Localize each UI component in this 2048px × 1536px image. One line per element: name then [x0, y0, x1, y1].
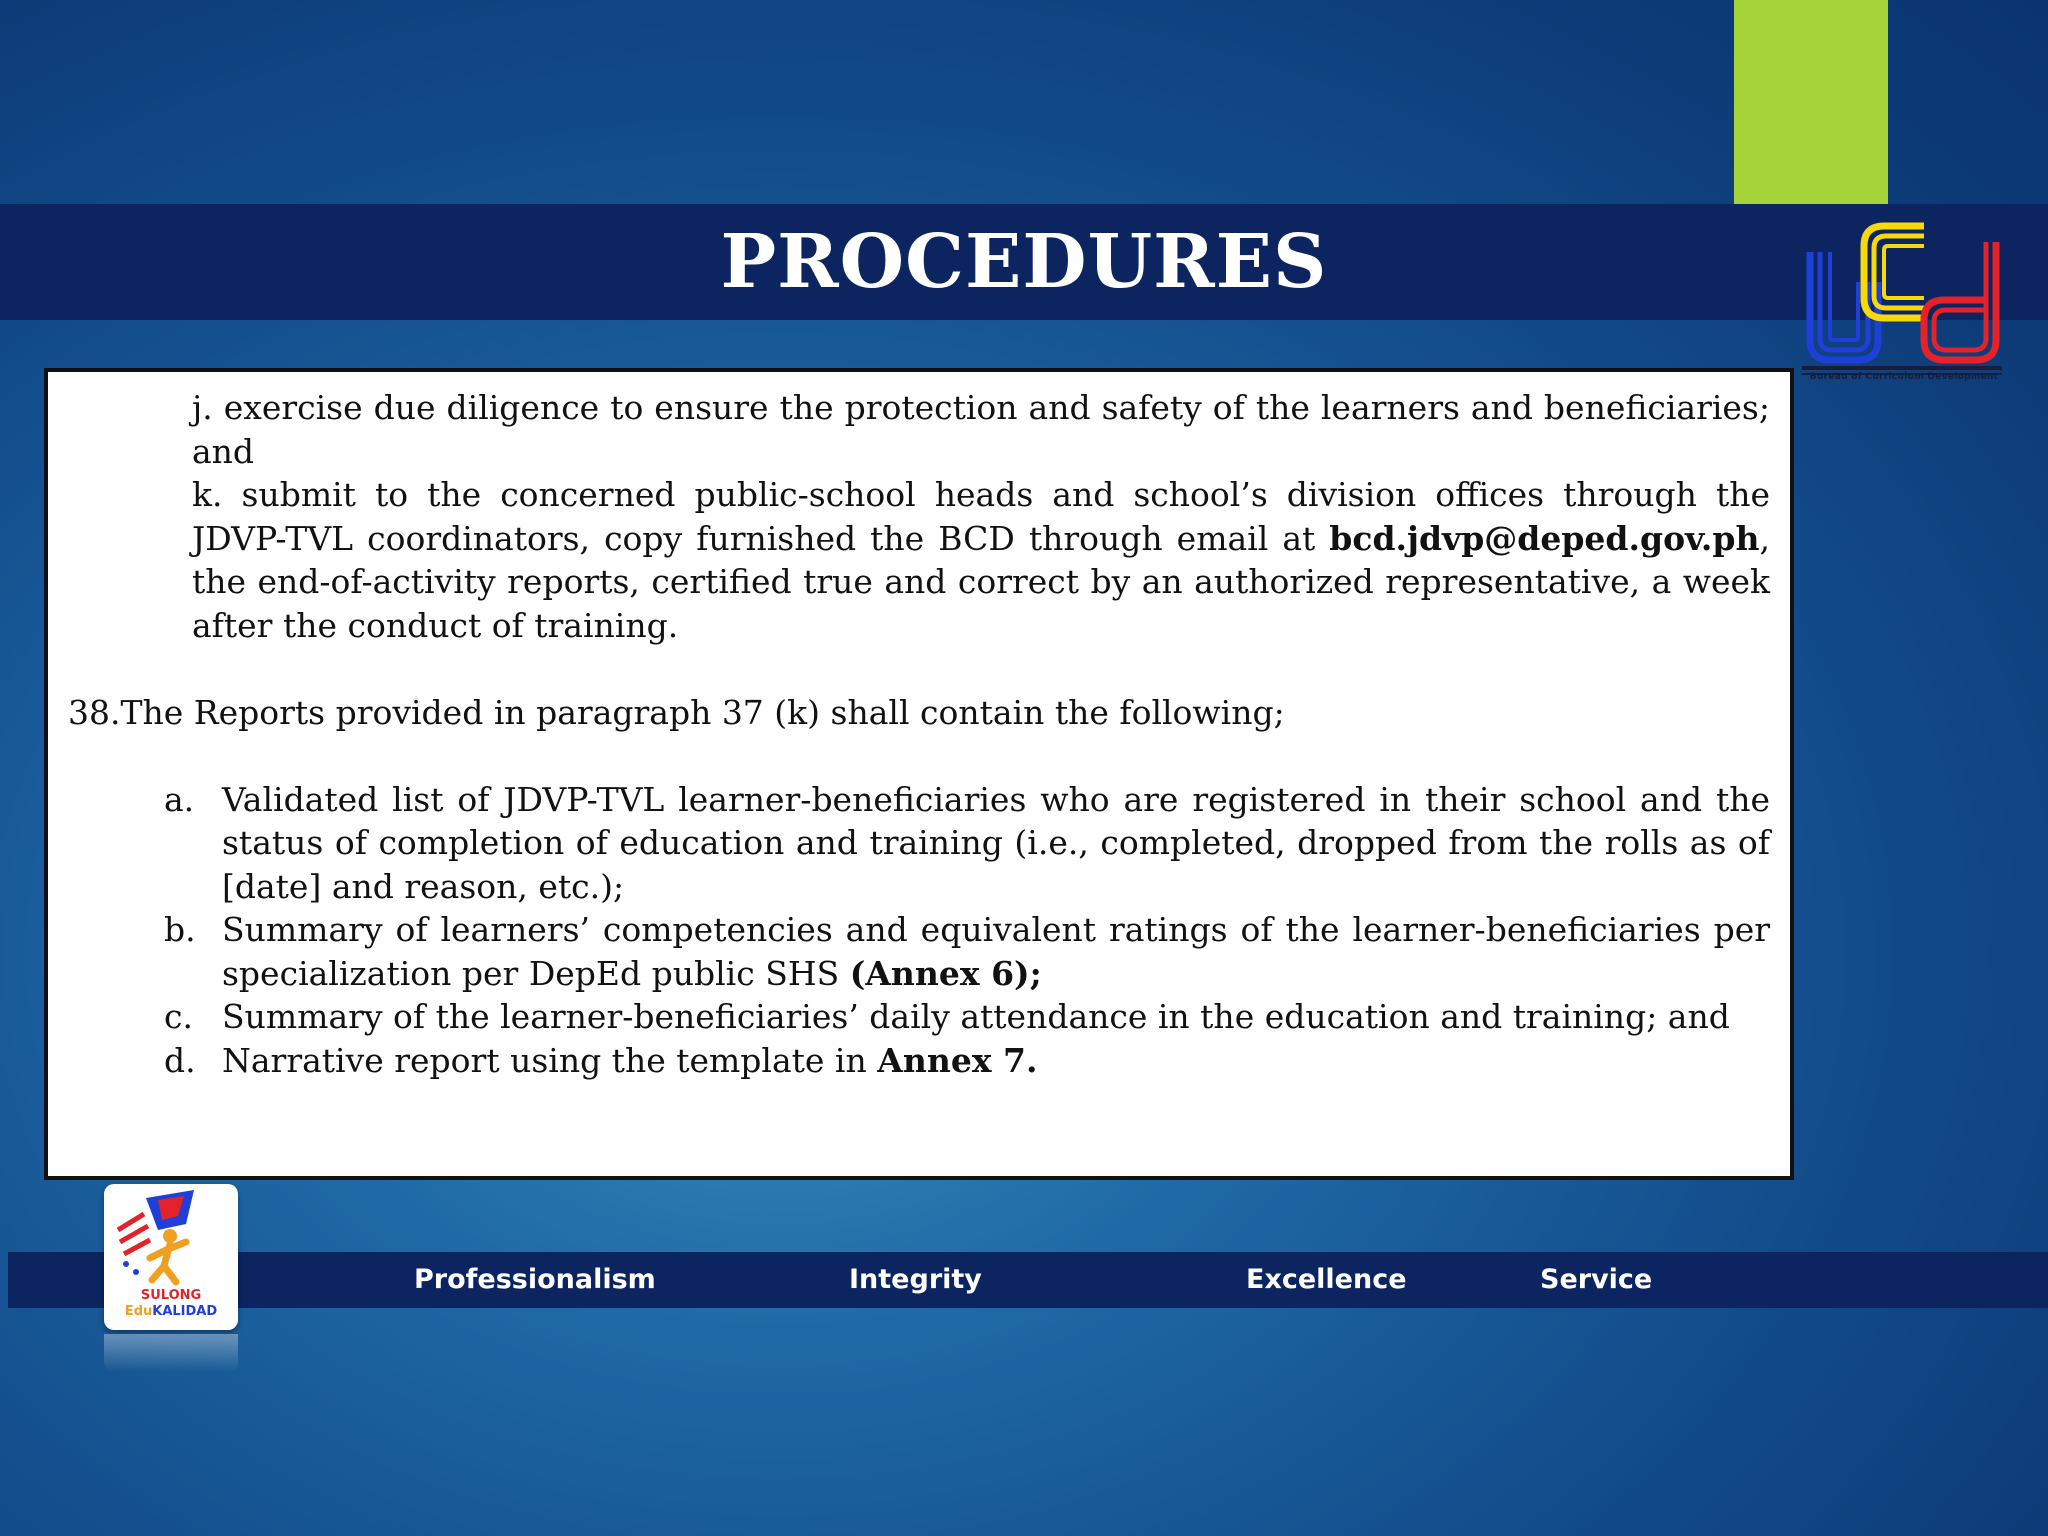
list-item-body: Narrative report using the template in [222, 1040, 878, 1080]
list-item [68, 995, 1770, 1039]
sulong-logo-line1: SULONG [140, 1288, 202, 1303]
list-item-body: Validated list of JDVP-TVL learner-beneficiaries who are registered in their school and the status of completion of education and training (i.e., completed, dropped from the rolls as of [date] and reason, etc.); [222, 779, 1770, 906]
sulong-logo-kalidad: KALIDAD [152, 1304, 218, 1319]
list-item [68, 1039, 1770, 1083]
footer-value-excellence: Excellence [1246, 1264, 1407, 1295]
report-contents-list [68, 778, 1770, 1083]
annex-reference: (Annex 6); [849, 953, 1042, 993]
bcd-logo-icon [1800, 212, 2006, 392]
item-k-end: , the end-of-activity reports, certified true and correct by an authorized representative, a week after the conduct of training. [192, 518, 1770, 645]
sulong-edukalidad-logo-icon [104, 1184, 238, 1330]
email-address: bcd.jdvp@deped.gov.ph [1329, 518, 1760, 558]
footer-value-integrity: Integrity [849, 1264, 982, 1295]
slide-title: PROCEDURES [720, 219, 1328, 305]
item-k [68, 473, 1770, 647]
list-marker: d. [164, 1040, 196, 1080]
footer-value-professionalism: Professionalism [414, 1264, 656, 1295]
bcd-logo-caption: Bureau of Curriculum Development [1809, 372, 1999, 382]
list-item-body: Summary of the learner-beneficiaries’ daily attendance in the education and training; and [222, 997, 1730, 1036]
sulong-logo-edu: Edu [124, 1304, 153, 1319]
list-item-text [222, 995, 1770, 1039]
footer-value-service: Service [1540, 1264, 1653, 1295]
spacer [68, 734, 1770, 778]
item-k-start: k. submit to the concerned public-school heads and school’s division offices through the JDVP-TVL coordinators, copy furnished the BCD through email at [192, 475, 1770, 558]
list-item-text [222, 908, 1770, 995]
list-marker: c. [164, 997, 193, 1036]
list-item-text [222, 1039, 1770, 1083]
list-marker: a. [164, 779, 195, 819]
annex-reference: Annex 7. [877, 1040, 1038, 1080]
paragraph-38: 38.The Reports provided in paragraph 37 (k) shall contain the following; [68, 692, 1285, 732]
list-item [68, 908, 1770, 995]
content-panel [44, 368, 1794, 1180]
list-marker: b. [164, 910, 196, 949]
list-item [68, 778, 1770, 909]
footer-band [8, 1252, 2048, 1308]
sulong-logo-reflection [104, 1334, 238, 1372]
item-j: j. exercise due diligence to ensure the protection and safety of the learners and beneficiaries; and [192, 388, 1770, 471]
list-item-body: Summary of learners’ competencies and equivalent ratings of the learner-beneficiaries per specialization per DepEd public SHS [222, 910, 1770, 993]
sulong-logo-line2 [104, 1304, 238, 1319]
spacer [68, 647, 1770, 691]
accent-green-tab [1734, 0, 1888, 204]
list-item-text [222, 778, 1770, 909]
